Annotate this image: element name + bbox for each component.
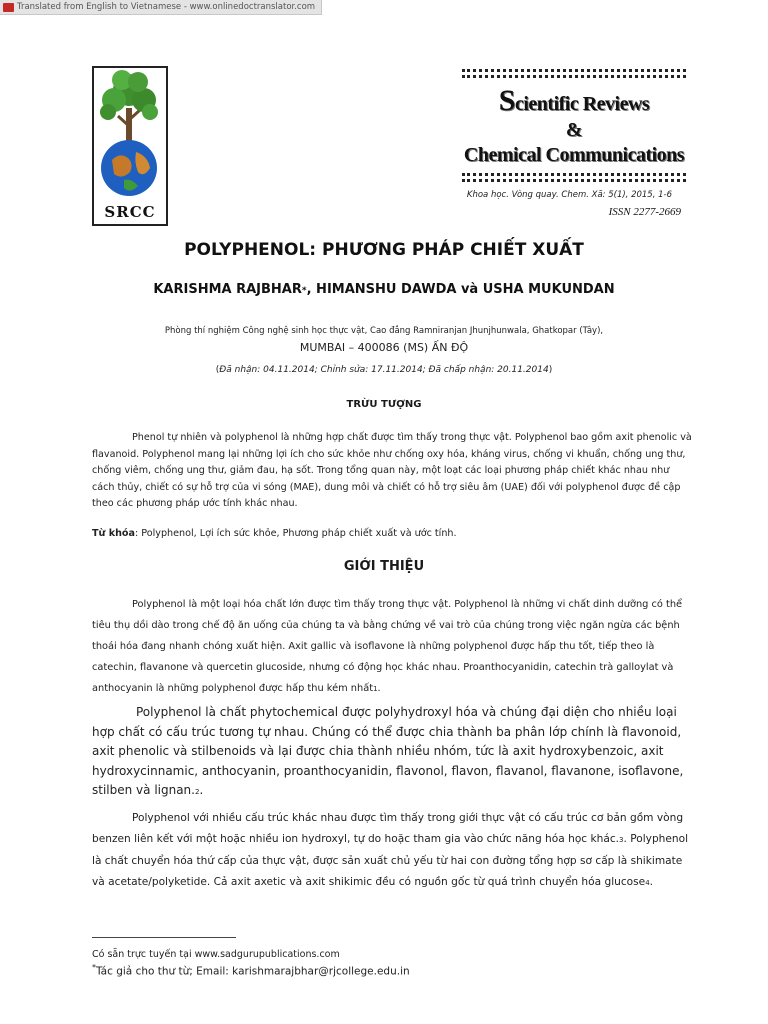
submission-dates: (Đã nhận: 04.11.2014; Chỉnh sửa: 17.11.2014; Đã chấp nhận: 20.11.2014) bbox=[215, 365, 553, 375]
journal-title bbox=[462, 81, 686, 170]
journal-line2: & bbox=[565, 119, 583, 141]
keywords-label: Từ khóa bbox=[92, 528, 135, 539]
tree-globe-icon bbox=[94, 68, 166, 198]
ref-1: 1 bbox=[373, 685, 378, 693]
corresponding-star: * bbox=[301, 286, 307, 296]
keywords bbox=[92, 526, 692, 543]
footnote-availability: Có sẵn trực tuyến tại www.sadgurupublications.com bbox=[92, 949, 340, 960]
ref-2: 2 bbox=[194, 788, 200, 796]
dotted-rule bbox=[462, 69, 686, 72]
srcc-logo bbox=[92, 66, 168, 226]
affiliation: Phòng thí nghiệm Công nghệ sinh học thực vật, Cao đẳng Ramniranjan Jhunjhunwala, Ghatkopar (Tây), bbox=[164, 326, 604, 336]
abstract-text: Phenol tự nhiên và polyphenol là những hợp chất được tìm thấy trong thực vật. Polyphenol bao gồm axit phenolic và flavanoid. Polyphenol mang lại những lợi ích cho sức khỏe như chống oxy hóa, kháng virus, chống vi khuẩn, chống ung thư, chống viêm, chống ung thư, giảm đau, hạ sốt. Trong tổng quan này, một loạt các loại phương pháp chiết khác nhau như cách thủy, chiết có sự hỗ trợ của vi sóng (MAE), dung môi và chiết có hỗ trợ siêu âm (UAE) đối với polyphenol được đề cập theo các phương pháp ước tính khác nhau. bbox=[92, 432, 692, 510]
paper-title: POLYPHENOL: PHƯƠNG PHÁP CHIẾT XUẤT bbox=[184, 240, 584, 260]
dotted-rule bbox=[462, 179, 686, 182]
affiliation-city: MUMBAI – 400086 (MS) ẤN ĐỘ bbox=[299, 341, 469, 354]
pdf-icon bbox=[3, 3, 14, 12]
author-1: KARISHMA RAJBHAR bbox=[153, 282, 302, 297]
authors bbox=[0, 282, 768, 297]
abstract-heading: TRỪU TƯỢNG bbox=[346, 399, 422, 410]
footnote-corresponding: *Tác giả cho thư từ; Email: karishmarajbhar@rjcollege.edu.in bbox=[92, 963, 410, 978]
keywords-text: : Polyphenol, Lợi ích sức khỏe, Phương pháp chiết xuất và ước tính. bbox=[135, 528, 457, 539]
banner-text[interactable]: Translated from English to Vietnamese - www.onlinedoctranslator.com bbox=[17, 2, 316, 12]
author-others: , HIMANSHU DAWDA và USHA MUKUNDAN bbox=[306, 282, 615, 297]
footnote-rule bbox=[92, 937, 236, 938]
ref-4: 4 bbox=[645, 879, 650, 887]
dates-text: Đã nhận: 04.11.2014; Chỉnh sửa: 17.11.2014; Đã chấp nhận: 20.11.2014 bbox=[219, 365, 549, 375]
journal-masthead bbox=[462, 66, 686, 185]
journal-line1: cientific Reviews bbox=[514, 93, 650, 115]
issn: ISSN 2277-2669 bbox=[608, 206, 681, 218]
dotted-rule bbox=[462, 75, 686, 78]
journal-line3: Chemical Communications bbox=[463, 144, 685, 166]
footnote-star: * bbox=[92, 963, 96, 972]
logo-text: SRCC bbox=[104, 203, 156, 221]
intro-paragraph-2: Polyphenol là chất phytochemical được polyhydroxyl hóa và chúng đại diện cho nhiều loại hợp chất có cấu trúc tương tự nhau. Chúng có thể được chia thành ba phân lớp chính là flavonoid, axit phenolic và stilbenoids và lại được chia thành nhiều nhóm, tức là axit hydroxybenzoic, axit hydroxycinnamic, anthocyanin, proanthocyanidin, flavonol, flavon, flavanol, flavanone, isoflavone, stilben và lignan.2. bbox=[92, 705, 684, 797]
journal-initial: S bbox=[498, 84, 515, 117]
dotted-rule bbox=[462, 173, 686, 176]
citation: Khoa học. Vòng quay. Chem. Xã: 5(1), 2015, 1-6 bbox=[466, 190, 672, 200]
ref-3: 3 bbox=[619, 836, 624, 844]
intro-paragraph-1: Polyphenol là một loại hóa chất lớn được tìm thấy trong thực vật. Polyphenol là những vi chất dinh dưỡng có thể tiêu thụ dồi dào trong chế độ ăn uống của chúng ta và bằng chứng về vai trò của chúng trong việc ngăn ngừa các bệnh thoái hóa đang nhanh chóng xuất hiện. Axit gallic và isoflavone là những polyphenol được hấp thu tốt, tiếp theo là catechin, flavanone và quercetin glucoside, nhưng có động học khác nhau. Proanthocyanidin, catechin trà galloylat và anthocyanin là những polyphenol được hấp thu kém nhất1. bbox=[92, 599, 683, 694]
intro-heading: GIỚI THIỆU bbox=[343, 559, 425, 574]
translator-banner[interactable] bbox=[0, 0, 322, 15]
intro-paragraph-3: Polyphenol với nhiều cấu trúc khác nhau được tìm thấy trong giới thực vật có cấu trúc cơ bản gồm vòng benzen liên kết với một hoặc nhiều ion hydroxyl, tự do hoặc tham gia vào chức năng hóa học khác.3. Polyphenol là chất chuyển hóa thứ cấp của thực vật, được sản xuất chủ yếu từ hai con đường tổng hợp sơ cấp là shikimate và acetate/polyketide. Cả axit axetic và axit shikimic đều có nguồn gốc từ quá trình chuyển hóa glucose4. bbox=[92, 812, 689, 888]
